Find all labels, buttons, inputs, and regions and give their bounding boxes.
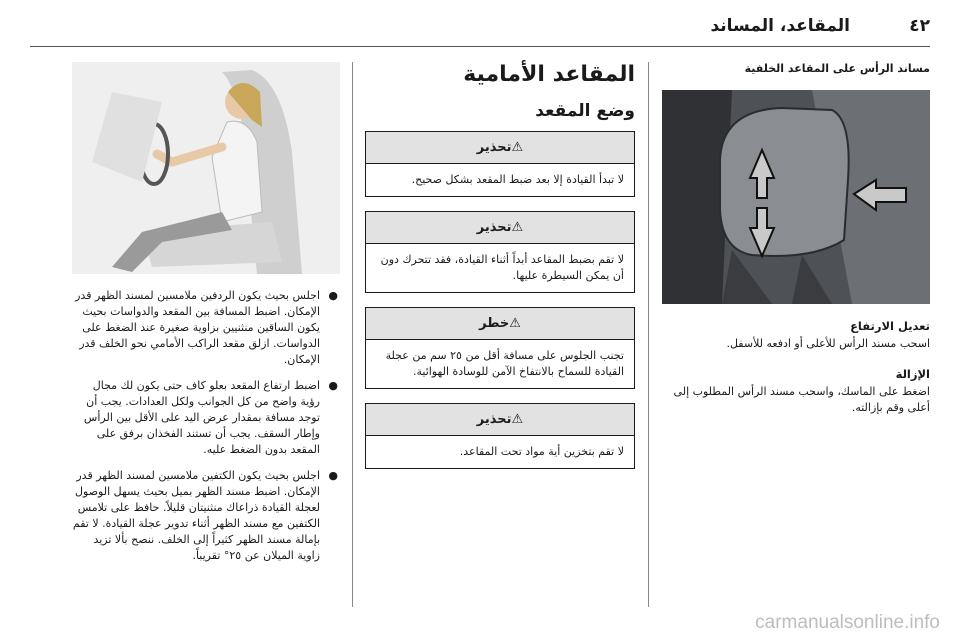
- danger-box: [365, 307, 635, 389]
- driver-seating-illustration: [72, 62, 340, 274]
- watermark: carmanualsonline.info: [755, 612, 940, 633]
- removal-text: اضغط على الماسك، واسحب مسند الرأس المطلوب إلى أعلى وقم بإزالته.: [673, 385, 930, 414]
- warning-label: تحذير: [476, 412, 512, 427]
- height-adjust-heading: تعديل الارتفاع: [850, 319, 930, 333]
- warning-box: [365, 211, 635, 293]
- list-item: [70, 288, 340, 368]
- warning-header: [366, 212, 634, 244]
- page-number: ٤٢: [909, 16, 930, 36]
- rear-head-restraint-photo: [662, 90, 930, 304]
- right-column: [660, 62, 930, 416]
- header-rule: [30, 46, 930, 47]
- bullet-text: اجلس بحيث يكون الردفين ملامسين لمسند الظهر قدر الإمكان. اضبط المسافة بين المقعد والدواسات بحيث يكون الساقين منثنيين بزاوية صغيرة عند الضغط على الدواسات. ازلق مقعد الراكب الأمامي نحو الخلف قدر الإمكان.: [75, 289, 320, 366]
- bullet-text: اضبط ارتفاع المقعد بعلو كاف حتى يكون لك مجال رؤية واضح من كل الجوانب ولكل العدادات. يجب أن توجد مسافة بمقدار عرض اليد على الأقل بين الرأس وإطار السقف. يجب أن تستند الفخذان برفق على المقعد بدون الضغط عليه.: [83, 379, 320, 456]
- column-divider: [648, 62, 649, 607]
- list-item: [70, 378, 340, 458]
- column-divider: [352, 62, 353, 607]
- warning-label: تحذير: [476, 140, 512, 155]
- page-header: [30, 10, 930, 40]
- front-seats-title: المقاعد الأمامية: [463, 62, 635, 87]
- warning-box: [365, 403, 635, 469]
- height-adjust-text: اسحب مسند الرأس للأعلى أو ادفعه للأسفل.: [726, 337, 930, 350]
- bullet-icon: ●: [328, 289, 338, 302]
- left-column: [70, 62, 340, 574]
- danger-text: تجنب الجلوس على مسافة أقل من ٢٥ سم من عجلة القيادة للسماح بالانتفاخ الآمن للوسادة الهوائية.: [385, 349, 624, 378]
- warning-header: [366, 404, 634, 436]
- bullet-icon: ●: [328, 469, 338, 482]
- warning-triangle-icon: ⚠: [511, 412, 524, 427]
- removal-heading: الإزالة: [895, 367, 930, 381]
- rear-head-restraint-heading: مساند الرأس على المقاعد الخلفية: [744, 62, 930, 75]
- warning-triangle-icon: ⚠: [511, 140, 524, 155]
- seat-position-subtitle: وضع المقعد: [535, 101, 635, 121]
- driver-seating-photo: [72, 62, 340, 274]
- danger-label: خطر: [479, 316, 510, 331]
- seat-adjust-bullets: [70, 288, 340, 564]
- bullet-icon: ●: [328, 379, 338, 392]
- warning-text: لا تقم بتخزين أية مواد تحت المقاعد.: [459, 445, 624, 458]
- warning-text: لا تبدأ القيادة إلا بعد ضبط المقعد بشكل صحيح.: [411, 173, 624, 186]
- warning-label: تحذير: [476, 220, 512, 235]
- warning-triangle-icon: ⚠: [509, 316, 521, 331]
- list-item: [70, 468, 340, 564]
- middle-column: [365, 62, 635, 483]
- head-restraint-illustration: [662, 90, 930, 304]
- warning-box: [365, 131, 635, 197]
- warning-triangle-icon: ⚠: [511, 220, 524, 235]
- bullet-text: اجلس بحيث يكون الكتفين ملامسين لمسند الظهر قدر الإمكان. اضبط مسند الظهر بميل بحيث يسهل الوصول لعجلة القيادة ذراعاك منثنيتان قليلاً. حافظ على تلامس الكتفين مع مسند الظهر أثناء تدوير عجلة القيادة. لا تقم بإمالة مسند الظهر كثيراً إلى الخلف. ننصح بألا تزيد زاوية الميلان عن ٢٥° تقريباً.: [72, 469, 320, 562]
- section-title: المقاعد، المساند: [710, 16, 850, 36]
- danger-header: [366, 308, 634, 340]
- warning-header: [366, 132, 634, 164]
- warning-text: لا تقم بضبط المقاعد أبداً أثناء القيادة، فقد تتحرك دون أن يمكن السيطرة عليها.: [380, 253, 624, 282]
